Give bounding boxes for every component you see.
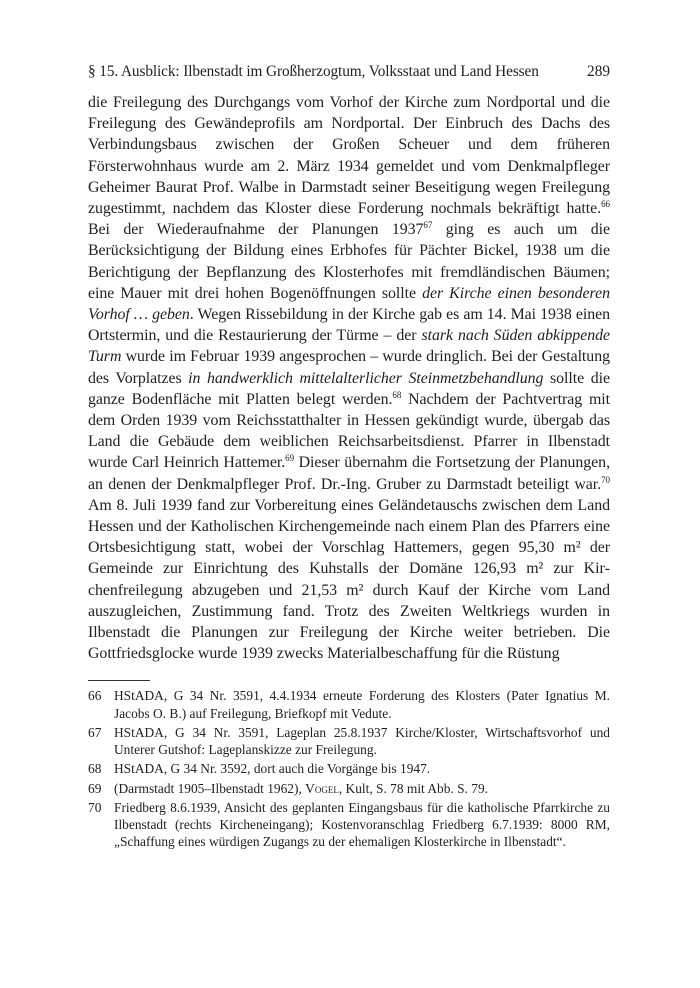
text-run: Bei der Wiederaufnahme der Planungen 1937 <box>88 221 424 239</box>
page-number: 289 <box>587 63 610 80</box>
text-run: , Kult, S. 78 mit Abb. S. 79. <box>338 780 489 796</box>
body-text <box>88 92 610 664</box>
footnote-ref-67[interactable]: 67 <box>423 220 433 231</box>
text-run: sollte die ganze Bodenfläche mit Platten belegt werden. <box>88 369 610 408</box>
body-paragraph <box>88 92 610 664</box>
text-run: Am 8. Juli 1939 fand zur Vorbereitung eines Geländetauschs zwischen dem Land Hessen und der Katholischen Kirchengemeinde nach einem Plan des Pfarrers eine Ortsbesichtigung statt, wobei der Vorschlag Hattemers, gegen 95,30 m² der Gemeinde zur Einrichtung des Kuhstalls der Domäne 126,93 m² zur Kirchenfreilegung abzugeben und 21,53 m² durch Kauf der Kirche vom Land auszugleichen, Zustimmung fand. Trotz des Zweiten Weltkriegs wurden in Ilbenstadt die Planungen zur Freilegung der Kirche weiter betrieben. Die Gottfriedsglocke wurde 1939 zwecks Materialbeschaffung für die Rüstung <box>88 496 610 663</box>
footnote-number: 68 <box>88 761 102 777</box>
book-page <box>88 62 610 852</box>
author-name: Vogel <box>305 780 339 796</box>
italic-quote: in handwerklich mittelalterlicher Steinmetzbehandlung <box>188 369 544 387</box>
text-run: ging es auch um die Berücksichtigung der Bildung eines Erbhofes für Pächter Bickel, 1938 um die Berichtigung der Bepflanzung des Klosterhofes mit fremdländischen Bäumen; eine Mauer mit drei hohen Bogenöffnungen sollte <box>88 221 610 302</box>
footnote-number: 67 <box>88 724 102 740</box>
footnote <box>88 687 610 721</box>
text-run: Nachdem der Pachtvertrag mit dem Orden 1939 vom Reichsstatthalter in Hessen gekündigt wurde, übergab das Land die Gebäude dem weiblichen Reichsarbeitsdienst. Pfarrer in Ilbenstadt wurde Carl Heinrich Hattemer. <box>88 390 610 472</box>
footnote-text: HStADA, G 34 Nr. 3591, Lageplan 25.8.1937 Kirche/Kloster, Wirtschaftsvorhof und Unterer Gutshof: Lageplanskizze zur Freilegung. <box>114 724 610 758</box>
footnote-text: Friedberg 8.6.1939, Ansicht des geplanten Eingangsbaus für die katholische Pfarrkirche zu Ilbenstadt (rechts Kircheneingang); Kostenvoranschlag Friedberg 6.7.1939: 8000 RM, „Schaffung eines würdigen Zugangs zu der ehemaligen Klosterkirche in Ilbenstadt“. <box>114 799 610 850</box>
text-run: Dieser übernahm die Fortsetzung der Planungen, an denen der Denkmalpfleger Prof. Dr.-Ing. Gruber zu Darmstadt beteiligt war. <box>88 454 610 493</box>
footnote-number: 70 <box>88 799 102 815</box>
text-run: (Darmstadt 1905–Ilbenstadt 1962), <box>114 780 306 796</box>
text-run: wurde im Februar 1939 angesprochen – wurde dringlich. Bei der Gestaltung des Vorplatzes <box>88 348 610 387</box>
footnote-number: 69 <box>88 780 102 796</box>
footnote <box>88 799 610 851</box>
footnote-text <box>114 780 610 797</box>
footnote <box>88 724 610 758</box>
footnotes <box>88 687 610 850</box>
footnote-text: HStADA, G 34 Nr. 3591, 4.4.1934 erneute Forderung des Klosters (Pater Ignatius M. Jacobs O. B.) auf Freilegung, Briefkopf mit Vedute. <box>114 688 610 721</box>
footnote-text: HStADA, G 34 Nr. 3592, dort auch die Vorgänge bis 1947. <box>114 761 431 777</box>
footnote-ref-70[interactable]: 70 <box>601 474 610 485</box>
footnote-separator <box>88 680 150 681</box>
text-run: die Freilegung des Durchgangs vom Vorhof der Kirche zum Nordportal und die Freilegung des Gewändeprofils am Nordportal. Der Einbruch des Dachs des Verbindungsbaus zwischen der Großen Scheuer und dem früheren Försterwohnhaus wurde am 2. März 1934 gemeldet und vom Denkmalpfleger Geheimer Baurat Prof. Walbe in Darmstadt seiner Beseitigung wegen Freilegung zugestimmt, nachdem das Kloster diese Forderung nochmals bekräftigt hatte. <box>88 94 610 218</box>
footnote-ref-68[interactable]: 68 <box>392 389 402 400</box>
running-head <box>88 62 610 82</box>
footnote <box>88 760 610 777</box>
footnote-ref-69[interactable]: 69 <box>285 453 295 464</box>
italic-quote: der Kirche einen besonderen Vorhof … geben <box>88 284 610 324</box>
footnote-ref-66[interactable]: 66 <box>601 199 610 210</box>
footnote <box>88 780 610 797</box>
text-run: . Wegen Rissebildung in der Kirche gab es am 14. Mai 1938 einen Ortstermin, und die Restaurierung der Türme – der <box>88 306 610 345</box>
footnote-number: 66 <box>88 688 102 704</box>
italic-quote: stark nach Süden abkippende Turm <box>88 327 610 366</box>
chapter-title: § 15. Ausblick: Ilbenstadt im Großherzogtum, Volksstaat und Land Hessen <box>88 63 539 80</box>
